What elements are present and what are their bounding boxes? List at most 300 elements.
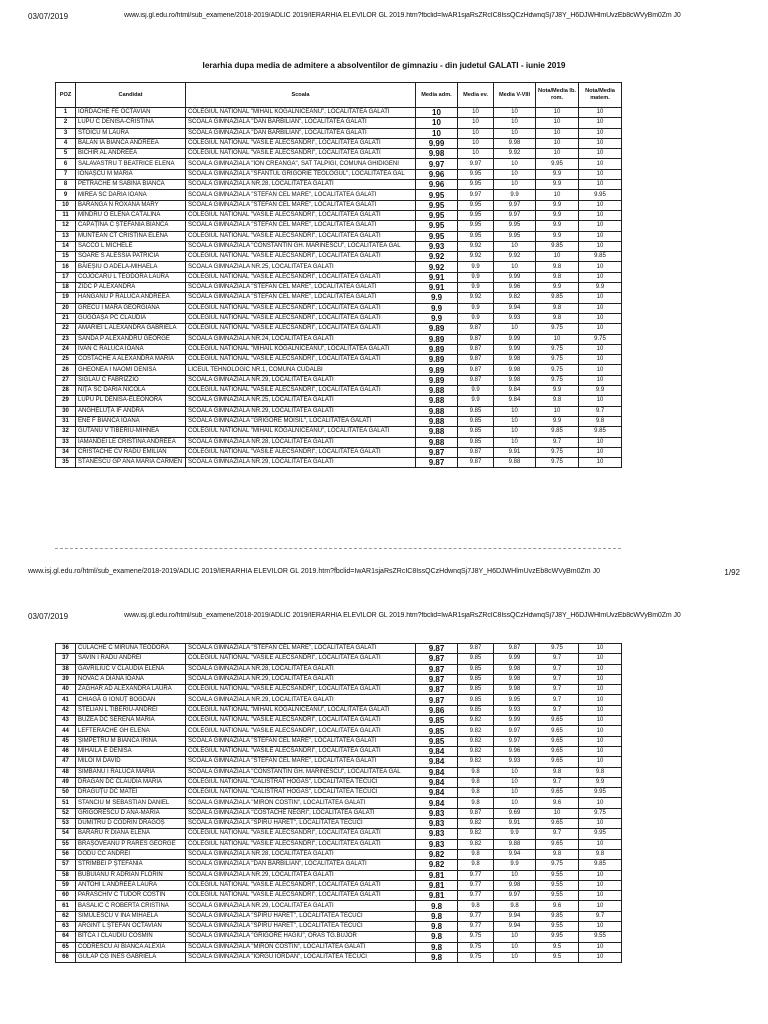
cell-poz: 48	[56, 767, 76, 777]
cell-media-adm: 9.84	[416, 777, 458, 787]
cell-candidat: LUPU PL DENISA-ELEONORA	[76, 396, 186, 406]
cell-media-ev: 9.77	[458, 922, 494, 932]
cell-candidat: GAVRILIUC V CLAUDIA ELENA	[76, 664, 186, 674]
table-row	[56, 324, 622, 334]
table-row	[56, 159, 622, 169]
cell-scoala: SCOALA GIMNAZIALA "MIRON COSTIN", LOCALITATEA GALATI	[186, 942, 416, 952]
cell-scoala: SCOALA GIMNAZIALA "STEFAN CEL MARE", LOCALITATEA GALATI	[186, 200, 416, 210]
cell-media-adm: 9.8	[416, 932, 458, 942]
table-row	[56, 180, 622, 190]
cell-candidat: BÎTCĂ I CLAUDIU COSMIN	[76, 932, 186, 942]
cell-media-adm: 9.95	[416, 210, 458, 220]
cell-media-adm: 9.83	[416, 819, 458, 829]
cell-nota-mat: 10	[579, 365, 622, 375]
cell-poz: 50	[56, 788, 76, 798]
cell-candidat: DUMITRU D CODRIN DRAGOȘ	[76, 819, 186, 829]
cell-poz: 2	[56, 118, 76, 128]
cell-nota-mat: 9.95	[579, 829, 622, 839]
cell-candidat: SACCO L MICHELE	[76, 241, 186, 251]
cell-nota-rom: 9.7	[536, 654, 579, 664]
cell-candidat: IVAN C RALUCA IOANA	[76, 344, 186, 354]
cell-media-v-viii: 9.96	[494, 746, 536, 756]
cell-candidat: SIMULESCU V INA MIHAELA	[76, 911, 186, 921]
cell-nota-rom: 9.65	[536, 788, 579, 798]
cell-nota-rom: 9.7	[536, 437, 579, 447]
cell-media-adm: 9.88	[416, 437, 458, 447]
cell-poz: 65	[56, 942, 76, 952]
cell-nota-rom: 9.7	[536, 664, 579, 674]
cell-media-v-viii: 9.91	[494, 819, 536, 829]
cell-media-v-viii: 9.88	[494, 839, 536, 849]
cell-poz: 23	[56, 334, 76, 344]
cell-nota-mat: 10	[579, 324, 622, 334]
cell-nota-rom: 9.8	[536, 767, 579, 777]
cell-media-ev: 10	[458, 128, 494, 138]
cell-scoala: SCOALA GIMNAZIALA "DAN BARBILIAN", LOCALITATEA GALATI	[186, 860, 416, 870]
cell-nota-rom: 9.9	[536, 283, 579, 293]
cell-media-adm: 9.9	[416, 303, 458, 313]
cell-media-v-viii: 9.99	[494, 716, 536, 726]
cell-media-adm: 9.84	[416, 767, 458, 777]
cell-media-v-viii: 9.93	[494, 705, 536, 715]
cell-poz: 34	[56, 447, 76, 457]
cell-media-ev: 9.85	[458, 685, 494, 695]
cell-scoala: SCOALA GIMNAZIALA "CONSTANTIN GH. MARINESCU", LOCALITATEA GAL	[186, 241, 416, 251]
cell-media-adm: 9.82	[416, 849, 458, 859]
cell-poz: 59	[56, 880, 76, 890]
cell-media-ev: 9.92	[458, 252, 494, 262]
cell-media-ev: 9.8	[458, 901, 494, 911]
table-row	[56, 303, 622, 313]
cell-candidat: SAVIN I RADU ANDREI	[76, 654, 186, 664]
cell-media-v-viii: 10	[494, 798, 536, 808]
cell-nota-rom: 9.65	[536, 746, 579, 756]
cell-nota-rom: 9.6	[536, 798, 579, 808]
cell-nota-mat: 10	[579, 180, 622, 190]
cell-scoala: COLEGIUL NATIONAL "VASILE ALECSANDRI", LOCALITATEA GALATI	[186, 355, 416, 365]
cell-candidat: LUPU C DENISA-CRISTINA	[76, 118, 186, 128]
cell-poz: 12	[56, 221, 76, 231]
cell-media-v-viii: 9.94	[494, 303, 536, 313]
cell-media-v-viii: 9.91	[494, 447, 536, 457]
cell-media-v-viii: 10	[494, 767, 536, 777]
cell-scoala: SCOALA GIMNAZIALA NR.29, LOCALITATEA GALATI	[186, 870, 416, 880]
cell-media-ev: 9.82	[458, 839, 494, 849]
cell-nota-rom: 9.7	[536, 685, 579, 695]
cell-media-v-viii: 9.8	[494, 901, 536, 911]
cell-poz: 14	[56, 241, 76, 251]
cell-poz: 10	[56, 200, 76, 210]
cell-nota-mat: 10	[579, 262, 622, 272]
table-row	[56, 386, 622, 396]
cell-nota-rom: 9.7	[536, 777, 579, 787]
cell-nota-mat: 10	[579, 654, 622, 664]
cell-scoala: SCOALA GIMNAZIALA "MIRON COSTIN", LOCALITATEA GALATI	[186, 798, 416, 808]
cell-media-adm: 9.85	[416, 736, 458, 746]
cell-scoala: SCOALA GIMNAZIALA NR.25, LOCALITATEA GALATI	[186, 396, 416, 406]
table-row	[56, 396, 622, 406]
cell-nota-mat: 10	[579, 159, 622, 169]
cell-scoala: SCOALA GIMNAZIALA NR.24, LOCALITATEA GALATI	[186, 334, 416, 344]
cell-scoala: COLEGIUL NATIONAL "CALISTRAT HOGAS", LOCALITATEA TECUCI	[186, 788, 416, 798]
cell-poz: 40	[56, 685, 76, 695]
cell-nota-rom: 9.65	[536, 819, 579, 829]
cell-candidat: AMARIEI L ALEXANDRA GABRIELA	[76, 324, 186, 334]
cell-media-v-viii: 9.95	[494, 231, 536, 241]
cell-candidat: STĂNESCU GP ANA MARIA CARMEN	[76, 458, 186, 468]
cell-media-adm: 10	[416, 128, 458, 138]
cell-nota-mat: 10	[579, 901, 622, 911]
cell-media-adm: 9.98	[416, 149, 458, 159]
cell-poz: 44	[56, 726, 76, 736]
cell-poz: 25	[56, 355, 76, 365]
table-row	[56, 427, 622, 437]
cell-media-ev: 9.87	[458, 355, 494, 365]
cell-media-ev: 9.85	[458, 654, 494, 664]
cell-media-v-viii: 10	[494, 262, 536, 272]
cell-nota-mat: 10	[579, 757, 622, 767]
cell-media-v-viii: 10	[494, 416, 536, 426]
cell-candidat: MIREA SC DARIA IOANA	[76, 190, 186, 200]
cell-nota-rom: 9.9	[536, 221, 579, 231]
cell-candidat: BASALIC C ROBERTA CRISTINA	[76, 901, 186, 911]
cell-scoala: COLEGIUL NATIONAL "VASILE ALECSANDRI", LOCALITATEA GALATI	[186, 252, 416, 262]
cell-scoala: COLEGIUL NATIONAL "VASILE ALECSANDRI", LOCALITATEA GALATI	[186, 726, 416, 736]
cell-media-adm: 9.87	[416, 447, 458, 457]
table-row	[56, 808, 622, 818]
cell-media-ev: 9.82	[458, 757, 494, 767]
cell-media-ev: 9.82	[458, 829, 494, 839]
table-row	[56, 757, 622, 767]
cell-media-v-viii: 9.92	[494, 149, 536, 159]
cell-poz: 63	[56, 922, 76, 932]
cell-nota-mat: 10	[579, 695, 622, 705]
cell-nota-rom: 9.8	[536, 313, 579, 323]
cell-media-ev: 9.82	[458, 716, 494, 726]
cell-media-adm: 9.89	[416, 355, 458, 365]
cell-media-adm: 9.82	[416, 860, 458, 870]
cell-media-ev: 9.77	[458, 870, 494, 880]
cell-media-ev: 9.9	[458, 386, 494, 396]
cell-media-v-viii: 9.95	[494, 221, 536, 231]
cell-candidat: GULAP CG INES GABRIELA	[76, 952, 186, 962]
cell-media-v-viii: 9.82	[494, 293, 536, 303]
cell-scoala: SCOALA GIMNAZIALA "COSTACHE NEGRI", LOCALITATEA GALATI	[186, 808, 416, 818]
cell-media-adm: 9.88	[416, 427, 458, 437]
cell-poz: 19	[56, 293, 76, 303]
cell-candidat: BĂIEȘIU O ADELA-MIHAELA	[76, 262, 186, 272]
cell-poz: 16	[56, 262, 76, 272]
cell-media-ev: 9.87	[458, 808, 494, 818]
cell-candidat: CODRESCU AI BIANCA ALEXIA	[76, 942, 186, 952]
cell-media-adm: 9.91	[416, 272, 458, 282]
cell-media-ev: 9.75	[458, 942, 494, 952]
table-row	[56, 365, 622, 375]
table-row	[56, 355, 622, 365]
cell-media-adm: 9.9	[416, 313, 458, 323]
cell-scoala: SCOALA GIMNAZIALA NR.28, LOCALITATEA GALATI	[186, 849, 416, 859]
cell-media-adm: 9.89	[416, 324, 458, 334]
ranking-table-page-1	[55, 82, 622, 468]
cell-media-adm: 9.96	[416, 180, 458, 190]
cell-media-ev: 9.87	[458, 644, 494, 654]
col-header-poz: POZ	[56, 83, 76, 108]
cell-nota-mat: 10	[579, 231, 622, 241]
cell-candidat: MUNTEAN CT CRISTINA ELENA	[76, 231, 186, 241]
cell-media-v-viii: 9.96	[494, 283, 536, 293]
cell-candidat: SANDA P ALEXANDRU GEORGE	[76, 334, 186, 344]
cell-media-ev: 9.97	[458, 159, 494, 169]
cell-poz: 29	[56, 396, 76, 406]
cell-scoala: COLEGIUL NATIONAL "VASILE ALECSANDRI", LOCALITATEA GALATI	[186, 746, 416, 756]
cell-candidat: STRÎMBEI P ȘTEFANIA	[76, 860, 186, 870]
cell-poz: 24	[56, 344, 76, 354]
cell-candidat: SIGLĂU C FABRIZZIO	[76, 375, 186, 385]
cell-nota-mat: 10	[579, 108, 622, 118]
cell-scoala: SCOALA GIMNAZIALA "CONSTANTIN GH. MARINESCU", LOCALITATEA GAL	[186, 767, 416, 777]
cell-nota-mat: 10	[579, 200, 622, 210]
cell-poz: 49	[56, 777, 76, 787]
cell-poz: 3	[56, 128, 76, 138]
cell-poz: 51	[56, 798, 76, 808]
cell-nota-mat: 10	[579, 736, 622, 746]
cell-media-ev: 9.8	[458, 788, 494, 798]
cell-candidat: COSTACHE A ALEXANDRA MARIA	[76, 355, 186, 365]
cell-nota-mat: 10	[579, 798, 622, 808]
table-row	[56, 674, 622, 684]
cell-media-ev: 9.77	[458, 911, 494, 921]
cell-media-adm: 9.9	[416, 293, 458, 303]
cell-media-adm: 9.95	[416, 221, 458, 231]
cell-poz: 30	[56, 406, 76, 416]
cell-nota-rom: 10	[536, 128, 579, 138]
cell-media-adm: 9.95	[416, 190, 458, 200]
cell-media-adm: 9.85	[416, 726, 458, 736]
cell-media-ev: 9.82	[458, 746, 494, 756]
cell-nota-mat: 10	[579, 437, 622, 447]
cell-scoala: SCOALA GIMNAZIALA NR.29, LOCALITATEA GALATI	[186, 375, 416, 385]
cell-media-ev: 9.85	[458, 695, 494, 705]
cell-nota-mat: 10	[579, 221, 622, 231]
cell-candidat: STOICU M LAURA	[76, 128, 186, 138]
cell-scoala: SCOALA GIMNAZIALA "STEFAN CEL MARE", LOCALITATEA GALATI	[186, 736, 416, 746]
cell-nota-rom: 9.9	[536, 180, 579, 190]
cell-nota-mat: 10	[579, 272, 622, 282]
cell-nota-mat: 9.8	[579, 767, 622, 777]
cell-poz: 8	[56, 180, 76, 190]
cell-media-ev: 9.87	[458, 447, 494, 457]
cell-scoala: COLEGIUL NATIONAL "VASILE ALECSANDRI", LOCALITATEA GALATI	[186, 654, 416, 664]
table-row	[56, 726, 622, 736]
col-header-candidat: Candidat	[76, 83, 186, 108]
cell-poz: 41	[56, 695, 76, 705]
cell-media-ev: 9.95	[458, 221, 494, 231]
cell-media-adm: 9.95	[416, 200, 458, 210]
cell-media-ev: 9.9	[458, 283, 494, 293]
cell-poz: 33	[56, 437, 76, 447]
cell-candidat: STANCIU M SEBASTIAN DANIEL	[76, 798, 186, 808]
cell-nota-mat: 9.55	[579, 932, 622, 942]
cell-media-adm: 9.87	[416, 674, 458, 684]
cell-nota-rom: 9.8	[536, 272, 579, 282]
cell-nota-mat: 10	[579, 819, 622, 829]
table-row	[56, 952, 622, 962]
cell-candidat: BUZEA DC SERENA MARIA	[76, 716, 186, 726]
table-row	[56, 272, 622, 282]
cell-candidat: CRISTACHE CV RADU EMILIAN	[76, 447, 186, 457]
cell-media-v-viii: 9.97	[494, 200, 536, 210]
table-row	[56, 210, 622, 220]
cell-candidat: BUBUIANU R ADRIAN FLORIN	[76, 870, 186, 880]
table-row	[56, 406, 622, 416]
cell-nota-rom: 9.5	[536, 952, 579, 962]
cell-media-ev: 9.87	[458, 458, 494, 468]
cell-nota-rom: 9.65	[536, 716, 579, 726]
cell-media-v-viii: 10	[494, 427, 536, 437]
cell-candidat: BALAN IA BIANCA ANDREEA	[76, 138, 186, 148]
cell-media-v-viii: 9.69	[494, 808, 536, 818]
cell-candidat: HANGANU P RALUCA ANDREEA	[76, 293, 186, 303]
cell-nota-mat: 10	[579, 685, 622, 695]
table-row	[56, 334, 622, 344]
cell-nota-mat: 10	[579, 375, 622, 385]
cell-media-ev: 9.9	[458, 313, 494, 323]
page-header	[28, 12, 740, 24]
header-date: 03/07/2019	[28, 12, 69, 21]
cell-scoala: COLEGIUL NATIONAL "VASILE ALECSANDRI", LOCALITATEA GALATI	[186, 272, 416, 282]
cell-scoala: SCOALA GIMNAZIALA "ION CREANGA", SAT TALPIGI, COMUNA GHIDIGENI	[186, 159, 416, 169]
table-row	[56, 644, 622, 654]
table-row	[56, 447, 622, 457]
cell-poz: 4	[56, 138, 76, 148]
cell-media-ev: 9.85	[458, 406, 494, 416]
cell-media-ev: 9.95	[458, 231, 494, 241]
cell-nota-rom: 9.65	[536, 726, 579, 736]
cell-nota-rom: 9.9	[536, 210, 579, 220]
cell-media-adm: 9.89	[416, 344, 458, 354]
cell-poz: 45	[56, 736, 76, 746]
table-row	[56, 839, 622, 849]
cell-nota-rom: 10	[536, 252, 579, 262]
cell-candidat: IONAȘCU M MARIA	[76, 169, 186, 179]
cell-candidat: BICHIR AL ANDREEA	[76, 149, 186, 159]
cell-media-adm: 9.84	[416, 788, 458, 798]
cell-media-adm: 9.87	[416, 654, 458, 664]
cell-scoala: SCOALA GIMNAZIALA "STEFAN CEL MARE", LOCALITATEA GALATI	[186, 757, 416, 767]
cell-media-adm: 9.84	[416, 746, 458, 756]
cell-media-v-viii: 10	[494, 942, 536, 952]
cell-poz: 36	[56, 644, 76, 654]
cell-candidat: DODU CC ANDREI	[76, 849, 186, 859]
cell-scoala: SCOALA GIMNAZIALA "DAN BARBILIAN", LOCALITATEA GALATI	[186, 128, 416, 138]
cell-media-adm: 9.8	[416, 901, 458, 911]
cell-media-ev: 9.95	[458, 180, 494, 190]
cell-scoala: COLEGIUL NATIONAL "CALISTRAT HOGAS", LOCALITATEA TECUCI	[186, 777, 416, 787]
cell-scoala: SCOALA GIMNAZIALA "GRIGORE MOISIL", LOCALITATEA GALATI	[186, 416, 416, 426]
cell-nota-rom: 10	[536, 334, 579, 344]
cell-media-adm: 9.84	[416, 798, 458, 808]
table-row	[56, 942, 622, 952]
header-url: www.isj.gl.edu.ro/html/sub_examene/2018-2019/ADLIC 2019/IERARHIA ELEVILOR GL 2019.htm?fbclid=IwAR1sjaRsZRcIC8IssQCzHdwnqSj7J8Y_H6DJWHlmUvzEb8cWVyBm0Zm J0	[124, 612, 681, 619]
cell-media-adm: 9.88	[416, 386, 458, 396]
cell-media-ev: 9.9	[458, 272, 494, 282]
cell-poz: 38	[56, 664, 76, 674]
cell-nota-mat: 10	[579, 891, 622, 901]
cell-poz: 39	[56, 674, 76, 684]
cell-candidat: ENE F BIANCA IOANA	[76, 416, 186, 426]
cell-media-adm: 9.99	[416, 138, 458, 148]
cell-nota-mat: 10	[579, 210, 622, 220]
cell-nota-rom: 9.75	[536, 458, 579, 468]
cell-scoala: COLEGIUL NATIONAL "MIHAIL KOGALNICEANU", LOCALITATEA GALATI	[186, 705, 416, 715]
cell-scoala: SCOALA GIMNAZIALA NR.29, LOCALITATEA GALATI	[186, 695, 416, 705]
cell-media-v-viii: 10	[494, 128, 536, 138]
cell-media-v-viii: 10	[494, 437, 536, 447]
cell-media-v-viii: 9.9	[494, 860, 536, 870]
cell-scoala: SCOALA GIMNAZIALA NR.25, LOCALITATEA GALATI	[186, 262, 416, 272]
table-row	[56, 416, 622, 426]
cell-poz: 13	[56, 231, 76, 241]
cell-scoala: SCOALA GIMNAZIALA NR.29, LOCALITATEA GALATI	[186, 458, 416, 468]
cell-nota-mat: 10	[579, 149, 622, 159]
cell-scoala: SCOALA GIMNAZIALA "SPIRU HARET", LOCALITATEA TECUCI	[186, 922, 416, 932]
table-row	[56, 767, 622, 777]
document-title: Ierarhia dupa media de admitere a absolventilor de gimnaziu - din judetul GALATI - iunie 2019	[202, 61, 566, 70]
cell-media-adm: 9.84	[416, 757, 458, 767]
cell-scoala: SCOALA GIMNAZIALA NR.28, LOCALITATEA GALATI	[186, 180, 416, 190]
table-row	[56, 169, 622, 179]
cell-nota-mat: 9.7	[579, 911, 622, 921]
cell-scoala: SCOALA GIMNAZIALA "STEFAN CEL MARE", LOCALITATEA GALATI	[186, 644, 416, 654]
table-row	[56, 798, 622, 808]
cell-scoala: SCOALA GIMNAZIALA NR.29, LOCALITATEA GALATI	[186, 406, 416, 416]
cell-nota-rom: 9.7	[536, 695, 579, 705]
table-body-page-2	[56, 644, 622, 963]
cell-media-ev: 9.85	[458, 427, 494, 437]
cell-media-adm: 9.85	[416, 716, 458, 726]
cell-nota-rom: 9.6	[536, 901, 579, 911]
cell-nota-rom: 9.9	[536, 231, 579, 241]
table-row	[56, 932, 622, 942]
cell-scoala: SCOALA GIMNAZIALA "STEFAN CEL MARE", LOCALITATEA GALATI	[186, 283, 416, 293]
cell-scoala: SCOALA GIMNAZIALA "SPIRU HARET", LOCALITATEA TECUCI	[186, 819, 416, 829]
cell-nota-mat: 10	[579, 726, 622, 736]
table-row	[56, 716, 622, 726]
cell-media-adm: 9.83	[416, 829, 458, 839]
cell-nota-mat: 10	[579, 705, 622, 715]
cell-poz: 18	[56, 283, 76, 293]
cell-nota-rom: 9.65	[536, 757, 579, 767]
cell-media-v-viii: 9.98	[494, 355, 536, 365]
cell-scoala: SCOALA GIMNAZIALA NR.29, LOCALITATEA GALATI	[186, 674, 416, 684]
cell-media-ev: 9.82	[458, 819, 494, 829]
page-header	[28, 612, 740, 624]
cell-media-ev: 9.77	[458, 891, 494, 901]
cell-media-v-viii: 9.9	[494, 829, 536, 839]
ranking-table-page-2	[55, 643, 622, 963]
cell-nota-rom: 9.9	[536, 200, 579, 210]
cell-media-v-viii: 10	[494, 169, 536, 179]
cell-media-ev: 9.9	[458, 303, 494, 313]
cell-nota-mat: 10	[579, 716, 622, 726]
cell-candidat: CĂPĂȚÎNĂ C ȘTEFANIA BIANCA	[76, 221, 186, 231]
table-row	[56, 870, 622, 880]
cell-poz: 22	[56, 324, 76, 334]
table-row	[56, 437, 622, 447]
cell-media-ev: 9.8	[458, 849, 494, 859]
cell-nota-rom: 10	[536, 190, 579, 200]
cell-media-adm: 9.92	[416, 252, 458, 262]
